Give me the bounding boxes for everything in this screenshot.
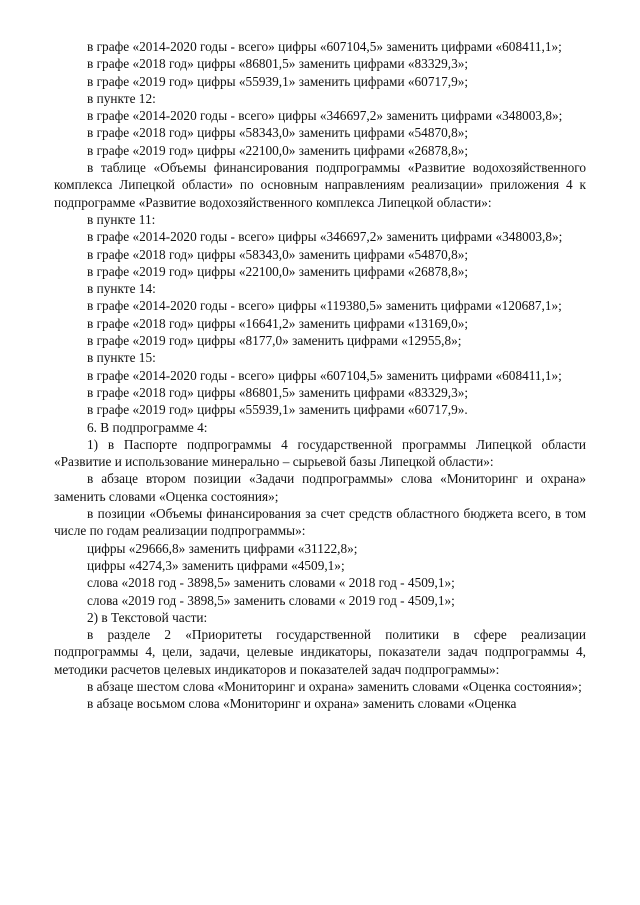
paragraph: в графе «2018 год» цифры «86801,5» заменить цифрами «83329,3»; (87, 384, 469, 400)
paragraph: 2) в Текстовой части: (87, 609, 208, 625)
paragraph: в таблице «Объемы финансирования подпрограммы «Развитие водохозяйственного комплекса Липецкой области» по основным направлениям реализации» приложения 4 к подпрограмме «Развитие водохозяйственного комплекса Липецкой области»: (54, 160, 586, 210)
paragraph: 1) в Паспорте подпрограммы 4 государственной программы Липецкой области «Развитие и использование минерально – сырьевой базы Липецкой области»: (54, 436, 586, 470)
paragraph: в пункте 14: (87, 281, 156, 297)
paragraph: в графе «2018 год» цифры «58343,0» заменить цифрами «54870,8»; (87, 246, 469, 262)
paragraph: в абзаце восьмом слова «Мониторинг и охрана» заменить словами «Оценка (87, 696, 517, 712)
paragraph: в графе «2014-2020 годы - всего» цифры «607104,5» заменить цифрами «608411,1»; (87, 39, 562, 54)
paragraph: в графе «2019 год» цифры «8177,0» заменить цифрами «12955,8»; (87, 333, 462, 349)
paragraph: в графе «2014-2020 годы - всего» цифры «346697,2» заменить цифрами «348003,8»; (87, 108, 563, 124)
document-page (54, 38, 586, 713)
paragraph: в графе «2019 год» цифры «22100,0» заменить цифрами «26878,8»; (87, 142, 469, 158)
paragraph: в графе «2019 год» цифры «22100,0» заменить цифрами «26878,8»; (87, 263, 469, 279)
paragraph: цифры «4274,3» заменить цифрами «4509,1»; (87, 557, 345, 573)
paragraph: цифры «29666,8» заменить цифрами «31122,8»; (87, 540, 358, 556)
paragraph: в графе «2014-2020 годы - всего» цифры «119380,5» заменить цифрами «120687,1»; (87, 298, 562, 314)
paragraph: 6. В подпрограмме 4: (87, 419, 208, 435)
paragraph: в графе «2018 год» цифры «58343,0» заменить цифрами «54870,8»; (87, 125, 469, 141)
paragraph: в графе «2018 год» цифры «86801,5» заменить цифрами «83329,3»; (87, 56, 469, 72)
paragraph: в пункте 12: (87, 90, 156, 106)
paragraph: слова «2019 год - 3898,5» заменить словами « 2019 год - 4509,1»; (87, 592, 455, 608)
paragraph: в абзаце втором позиции «Задачи подпрограммы» слова «Мониторинг и охрана» заменить словами «Оценка состояния»; (54, 471, 586, 504)
paragraph: в пункте 11: (87, 211, 156, 227)
paragraph: в графе «2019 год» цифры «55939,1» заменить цифрами «60717,9»; (87, 73, 469, 89)
paragraph: в графе «2018 год» цифры «16641,2» заменить цифрами «13169,0»; (87, 315, 469, 331)
paragraph: в разделе 2 «Приоритеты государственной политики в сфере реализации подпрограммы 4, цели, задачи, целевые индикаторы, показатели задач подпрограммы 4, методики расчетов целевых индикаторов и показателей задач подпрограммы»: (54, 627, 586, 677)
paragraph: в графе «2014-2020 годы - всего» цифры «346697,2» заменить цифрами «348003,8»; (87, 229, 563, 245)
paragraph: в графе «2014-2020 годы - всего» цифры «607104,5» заменить цифрами «608411,1»; (87, 367, 562, 383)
paragraph: в пункте 15: (87, 350, 156, 366)
paragraph: в абзаце шестом слова «Мониторинг и охрана» заменить словами «Оценка состояния»; (87, 678, 582, 694)
paragraph: слова «2018 год - 3898,5» заменить словами « 2018 год - 4509,1»; (87, 575, 455, 591)
paragraph: в графе «2019 год» цифры «55939,1» заменить цифрами «60717,9». (87, 402, 468, 418)
paragraph: в позиции «Объемы финансирования за счет средств областного бюджета всего, в том числе по годам реализации подпрограммы»: (54, 506, 586, 539)
